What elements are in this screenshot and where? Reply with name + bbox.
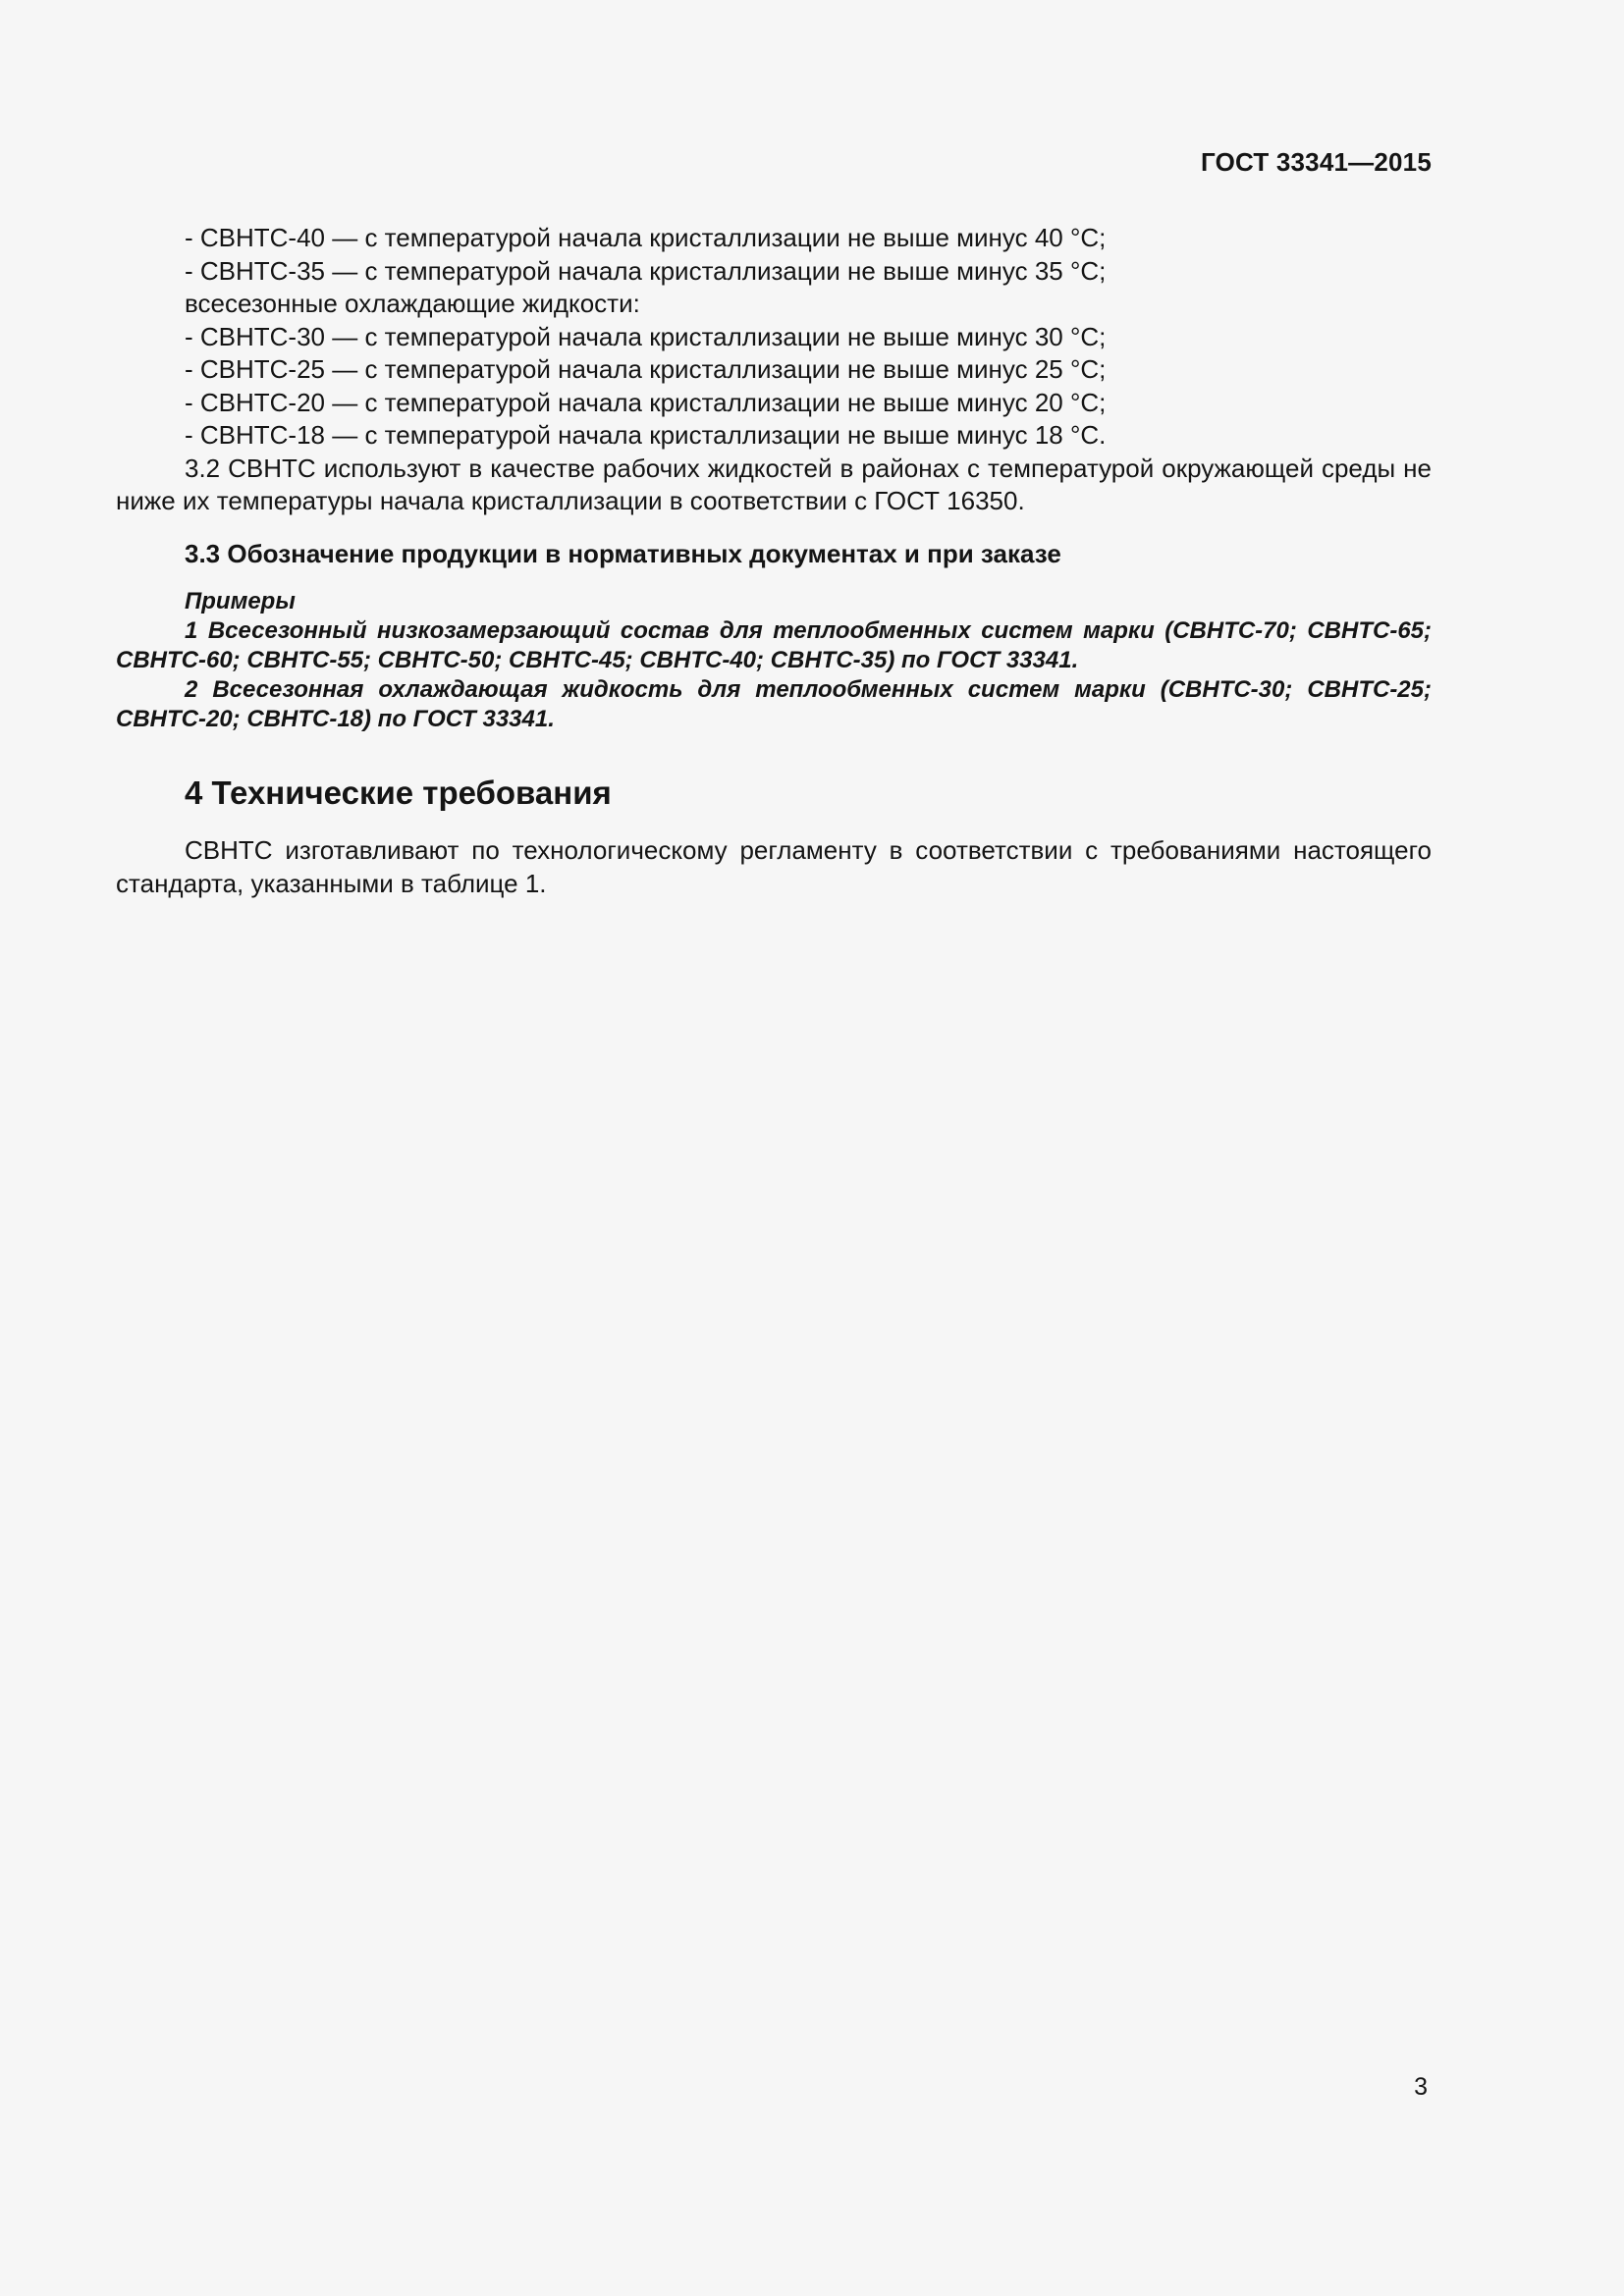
clause-3-2: 3.2 СВНТС используют в качестве рабочих жидкостей в районах с температурой окружающей среды не ниже их температуры начала кристаллизации в соответствии с ГОСТ 16350.	[116, 453, 1432, 515]
page-number: 3	[1414, 2073, 1428, 2101]
list-item: - СВНТС-25 — с температурой начала кристаллизации не выше минус 25 °С;	[185, 354, 1107, 384]
list-item: - СВНТС-40 — с температурой начала кристаллизации не выше минус 40 °С;	[185, 223, 1107, 252]
example-item: 1 Всесезонный низкозамерзающий состав для теплообменных систем марки (СВНТС-70; СВНТС-65; СВНТС-60; СВНТС-55; СВНТС-50; СВНТС-45; СВНТС-40; СВНТС-35) по ГОСТ 33341.	[116, 617, 1432, 673]
examples-label: Примеры	[185, 588, 296, 614]
section-4-paragraph: СВНТС изготавливают по технологическому регламенту в соответствии с требованиями настоящего стандарта, указанными в таблице 1.	[116, 835, 1432, 898]
section-4-title: 4 Технические требования	[185, 774, 612, 811]
clause-3-3-heading: 3.3 Обозначение продукции в нормативных документах и при заказе	[185, 538, 1061, 568]
list-item: - СВНТС-35 — с температурой начала кристаллизации не выше минус 35 °С;	[185, 255, 1107, 286]
page-content	[116, 222, 1432, 900]
list-item: - СВНТС-18 — с температурой начала кристаллизации не выше минус 18 °С.	[185, 420, 1107, 450]
document-number: ГОСТ 33341—2015	[1201, 147, 1432, 177]
list-item: - СВНТС-20 — с температурой начала кристаллизации не выше минус 20 °С;	[185, 387, 1107, 417]
list-item: - СВНТС-30 — с температурой начала кристаллизации не выше минус 30 °С;	[185, 321, 1107, 351]
examples-block	[116, 587, 1432, 734]
example-item: 2 Всесезонная охлаждающая жидкость для теплообменных систем марки (СВНТС-30; СВНТС-25; СВНТС-20; СВНТС-18) по ГОСТ 33341.	[116, 676, 1432, 732]
list-item: всесезонные охлаждающие жидкости:	[185, 289, 640, 318]
